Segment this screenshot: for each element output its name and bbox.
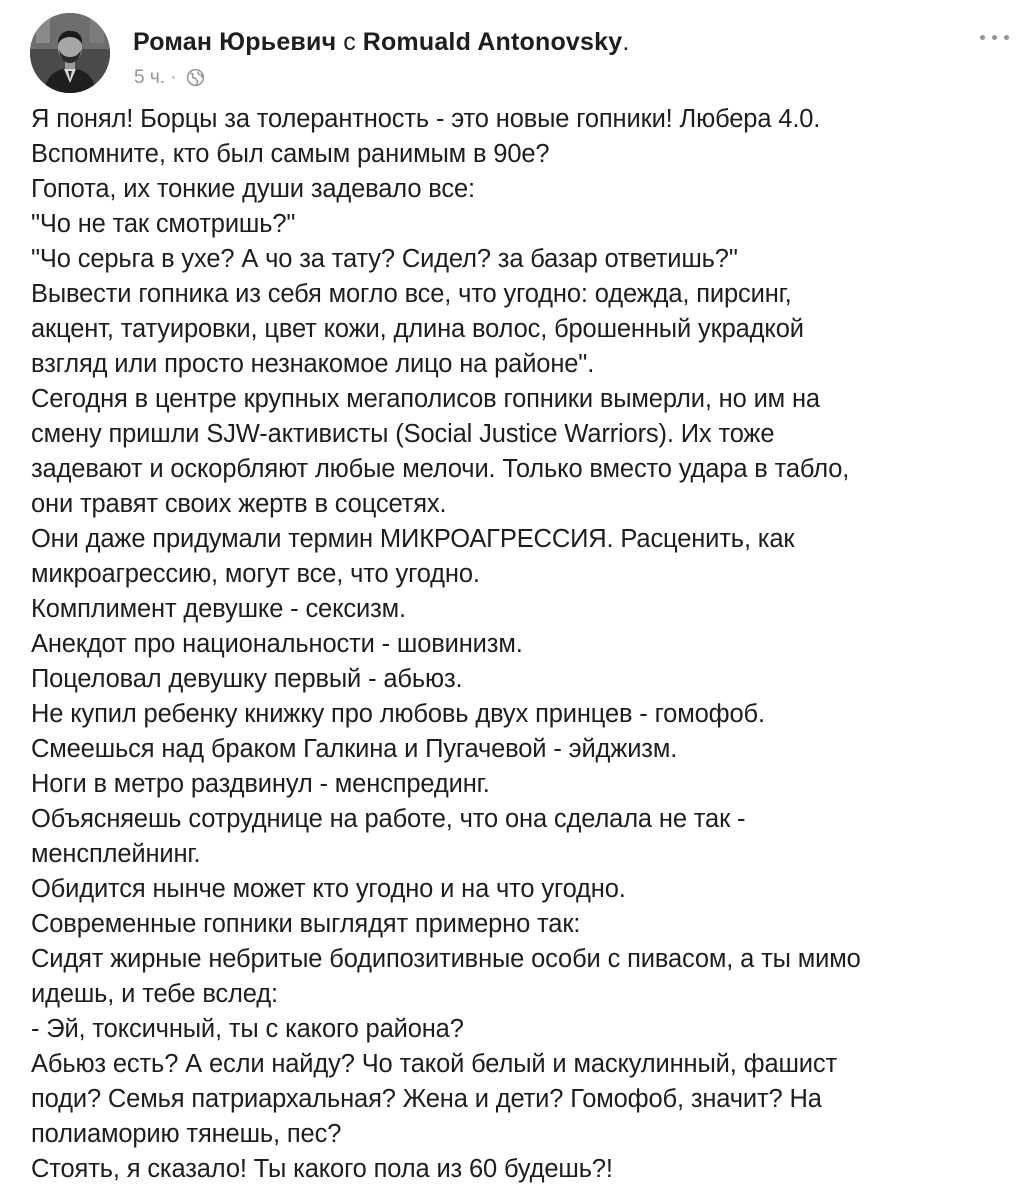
post-text-line: Комплимент девушке - сексизм. bbox=[31, 595, 406, 623]
post-text-line: Сидят жирные небритые бодипозитивные особи с пивасом, а ты мимо bbox=[31, 945, 861, 973]
post-text-line: Ноги в метро раздвинул - менспрединг. bbox=[31, 770, 490, 798]
timestamp-link[interactable]: 5 ч. bbox=[134, 67, 166, 88]
post-text-line: Гопота, их тонкие души задевало все: bbox=[31, 175, 475, 203]
post-text-line: Сегодня в центре крупных мегаполисов гопники вымерли, но им на bbox=[31, 385, 820, 413]
post-text-line: Смеешься над браком Галкина и Пугачевой - эйджизм. bbox=[31, 735, 678, 763]
post-text-line: полиаморию тянешь, пес? bbox=[31, 1120, 342, 1148]
meta-separator: · bbox=[165, 67, 182, 88]
avatar-photo bbox=[30, 13, 110, 93]
post-text-line: Объясняешь сотруднице на работе, что она сделала не так - bbox=[31, 805, 746, 833]
post-text-line: идешь, и тебе вслед: bbox=[31, 980, 278, 1008]
post-text-line: они травят своих жертв в соцсетях. bbox=[31, 490, 447, 518]
post-text-line: - Эй, токсичный, ты с какого района? bbox=[31, 1015, 464, 1043]
author-suffix: . bbox=[622, 28, 630, 56]
author-connector: с bbox=[336, 28, 363, 56]
post-text-line: "Чо не так смотришь?" bbox=[31, 210, 296, 238]
post-text-line: Стоять, я сказало! Ты какого пола из 60 будешь?! bbox=[31, 1155, 613, 1183]
globe-icon[interactable] bbox=[186, 68, 205, 87]
author-avatar[interactable] bbox=[30, 13, 110, 93]
more-options-icon[interactable] bbox=[976, 29, 1014, 45]
post-meta bbox=[134, 66, 205, 90]
post-text-line: Поцеловал девушку первый - абьюз. bbox=[31, 665, 463, 693]
post-text-line: Вывести гопника из себя могло все, что угодно: одежда, пирсинг, bbox=[31, 280, 792, 308]
post-text-line: Не купил ребенку книжку про любовь двух принцев - гомофоб. bbox=[31, 700, 765, 728]
post-text-line: смену пришли SJW-активисты (Social Justice Warriors). Их тоже bbox=[31, 420, 775, 448]
more-dot bbox=[980, 35, 985, 40]
more-dot bbox=[992, 35, 997, 40]
post-text-line: Вспомните, кто был самым ранимым в 90е? bbox=[31, 140, 550, 168]
post-text-line: менсплейнинг. bbox=[31, 840, 201, 868]
post-text-line: Я понял! Борцы за толерантность - это новые гопники! Любера 4.0. bbox=[31, 105, 821, 133]
author-line bbox=[133, 27, 629, 57]
post-text-line: Анекдот про национальности - шовинизм. bbox=[31, 630, 523, 658]
post-text bbox=[31, 102, 1016, 1187]
post-text-line: поди? Семья патриархальная? Жена и дети? Гомофоб, значит? На bbox=[31, 1085, 822, 1113]
post-text-line: Абьюз есть? А если найду? Чо такой белый и маскулинный, фашист bbox=[31, 1050, 838, 1078]
post-text-line: микроагрессию, могут все, что угодно. bbox=[31, 560, 480, 588]
post-text-line: Они даже придумали термин МИКРОАГРЕССИЯ. Расценить, как bbox=[31, 525, 795, 553]
post-text-line: взгляд или просто незнакомое лицо на районе". bbox=[31, 350, 595, 378]
post-text-line: "Чо серьга в ухе? А чо за тату? Сидел? за базар ответишь?" bbox=[31, 245, 738, 273]
post-header bbox=[30, 13, 1020, 93]
post-text-line: Современные гопники выглядят примерно так: bbox=[31, 910, 581, 938]
post-text-line: Обидится нынче может кто угодно и на что угодно. bbox=[31, 875, 626, 903]
author-name-link[interactable]: Роман Юрьевич bbox=[133, 28, 337, 56]
tagged-person-link[interactable]: Romuald Antonovsky bbox=[362, 28, 623, 56]
post-text-line: задевают и оскорбляют любые мелочи. Только вместо удара в табло, bbox=[31, 455, 850, 483]
more-dot bbox=[1004, 35, 1009, 40]
post-text-line: акцент, татуировки, цвет кожи, длина волос, брошенный украдкой bbox=[31, 315, 804, 343]
